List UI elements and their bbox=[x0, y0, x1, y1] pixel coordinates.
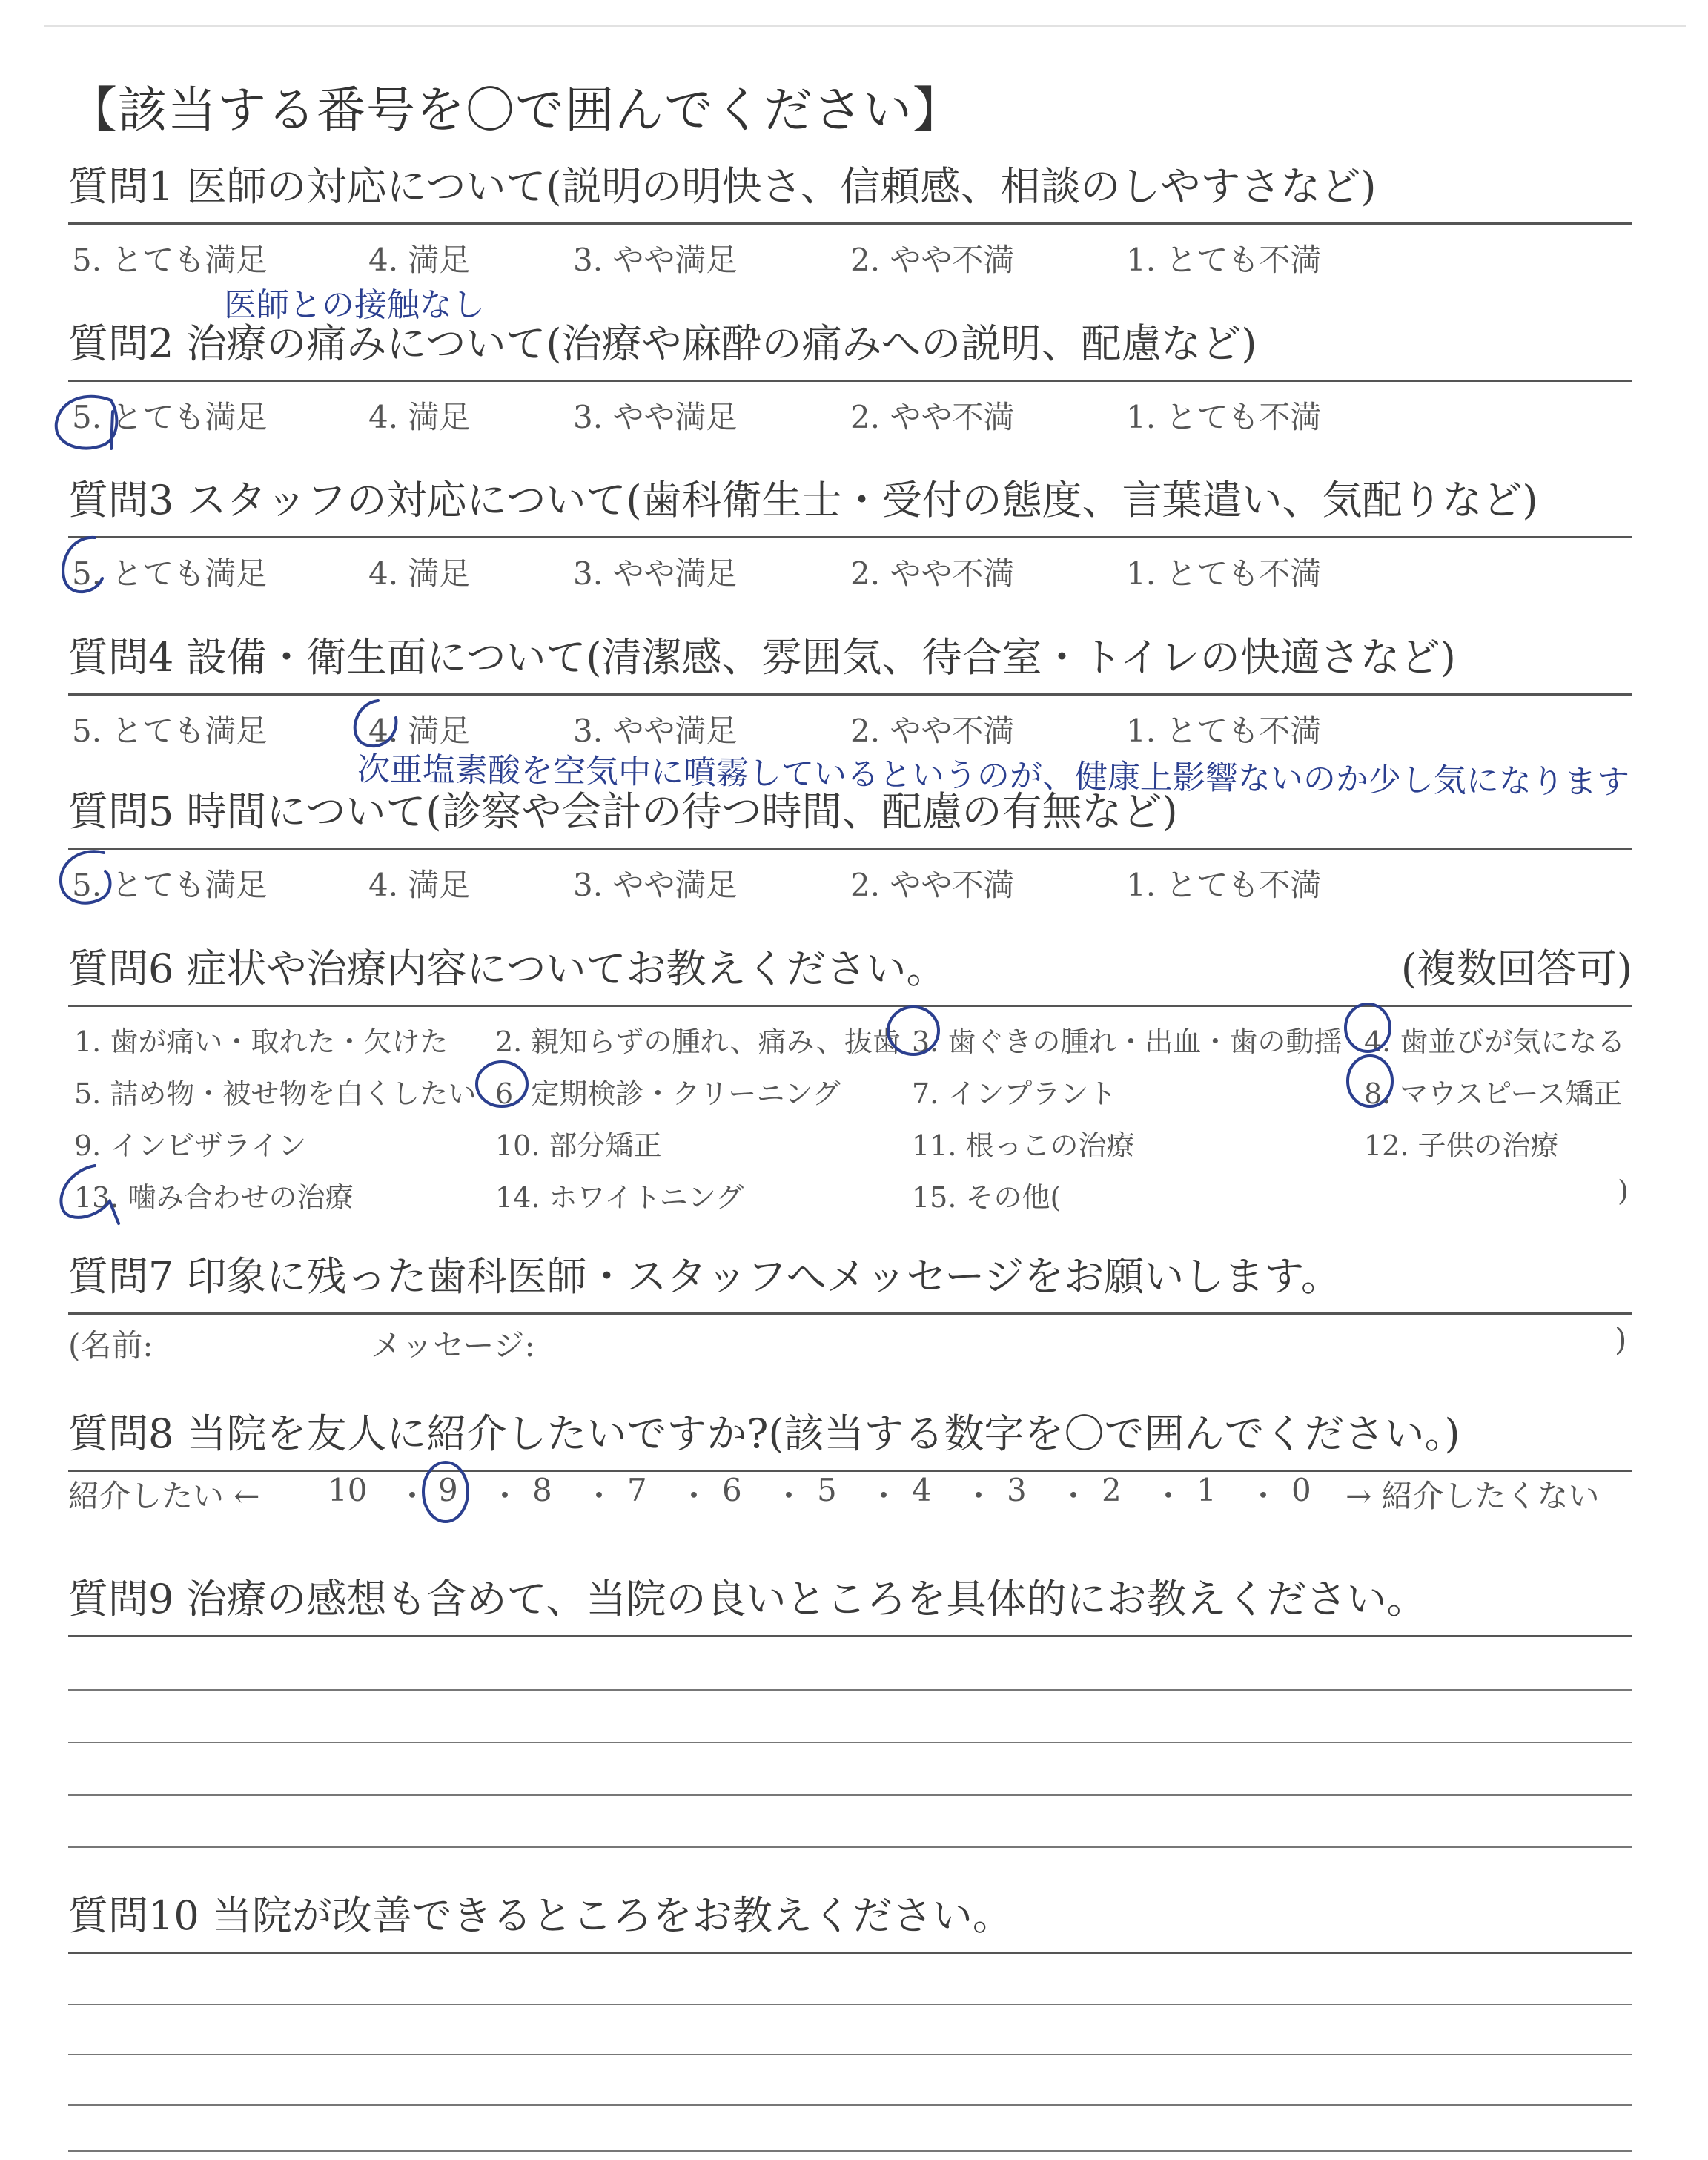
q6-option-13[interactable]: 13. 噛み合わせの治療 bbox=[74, 1181, 354, 1214]
q6-option-4[interactable]: 4. 歯並びが気になる bbox=[1364, 1025, 1626, 1058]
q6-option-11[interactable]: 11. 根っこの治療 bbox=[912, 1129, 1135, 1162]
q6-option-6[interactable]: 6. 定期検診・クリーニング bbox=[495, 1077, 841, 1110]
q3-option-2[interactable]: 2. やや不満 bbox=[850, 555, 1015, 592]
q6-circle-4 bbox=[1345, 1004, 1390, 1051]
q8-scale-6[interactable]: 6 bbox=[722, 1472, 742, 1508]
q3-option-4[interactable]: 4. 満足 bbox=[368, 555, 471, 592]
question-6-multiple-note: (複数回答可) bbox=[1400, 945, 1632, 992]
q2-option-4[interactable]: 4. 満足 bbox=[368, 399, 471, 435]
q6-option-9[interactable]: 9. インビザライン bbox=[74, 1129, 307, 1162]
q6-option-15[interactable]: 15. その他( bbox=[912, 1181, 1062, 1214]
q8-scale-4[interactable]: 4 bbox=[912, 1472, 932, 1508]
q8-scale-dot: ・ bbox=[773, 1478, 805, 1514]
q2-option-2[interactable]: 2. やや不満 bbox=[850, 399, 1015, 435]
q4-option-1[interactable]: 1. とても不満 bbox=[1126, 713, 1322, 749]
q6-circle-8 bbox=[1348, 1056, 1392, 1106]
q8-scale-9[interactable]: 9 bbox=[438, 1472, 458, 1508]
q8-scale-dot: ・ bbox=[868, 1478, 900, 1514]
q6-option-12[interactable]: 12. 子供の治療 bbox=[1364, 1129, 1559, 1162]
q5-option-5[interactable]: 5. とても満足 bbox=[72, 867, 268, 903]
q3-option-3[interactable]: 3. やや満足 bbox=[573, 555, 738, 592]
q3-option-1[interactable]: 1. とても不満 bbox=[1126, 555, 1322, 592]
q6-option-5[interactable]: 5. 詰め物・被せ物を白くしたい bbox=[74, 1077, 477, 1110]
q8-scale-dot: ・ bbox=[489, 1478, 521, 1514]
q8-scale-dot: ・ bbox=[583, 1478, 615, 1514]
q1-option-2[interactable]: 2. やや不満 bbox=[850, 242, 1015, 278]
q6-option-2[interactable]: 2. 親知らずの腫れ、痛み、抜歯 bbox=[495, 1025, 901, 1058]
q6-circle-13 bbox=[61, 1166, 119, 1223]
q5-option-4[interactable]: 4. 満足 bbox=[368, 867, 471, 903]
q6-option-10[interactable]: 10. 部分矯正 bbox=[495, 1129, 662, 1162]
q4-option-2[interactable]: 2. やや不満 bbox=[850, 713, 1015, 749]
question-1-title: 質問1 医師の対応について(説明の明快さ、信頼感、相談のしやすさなど) bbox=[68, 163, 1377, 210]
question-3-title: 質問3 スタッフの対応について(歯科衛生士・受付の態度、言葉遣い、気配りなど) bbox=[68, 477, 1538, 524]
form-heading: 【該当する番号を〇で囲んでください】 bbox=[68, 82, 962, 139]
q8-scale-dot: ・ bbox=[1153, 1478, 1185, 1514]
q4-circle-mark bbox=[355, 701, 397, 746]
q8-scale-5[interactable]: 5 bbox=[817, 1472, 837, 1508]
q4-handwritten-note: 次亜塩素酸を空気中に噴霧しているというのが、健康上影響ないのか少し気になります bbox=[357, 750, 1630, 802]
q8-scale-2[interactable]: 2 bbox=[1102, 1472, 1122, 1508]
q4-option-3[interactable]: 3. やや満足 bbox=[573, 713, 738, 749]
q6-circle-3 bbox=[888, 1007, 939, 1054]
q4-option-5[interactable]: 5. とても満足 bbox=[72, 713, 268, 749]
q7-close-paren: ) bbox=[1615, 1321, 1627, 1358]
q1-option-3[interactable]: 3. やや満足 bbox=[573, 242, 738, 278]
q1-option-5[interactable]: 5. とても満足 bbox=[72, 242, 268, 278]
question-7-title: 質問7 印象に残った歯科医師・スタッフへメッセージをお願いします。 bbox=[68, 1253, 1341, 1300]
q5-option-2[interactable]: 2. やや不満 bbox=[850, 867, 1015, 903]
question-10-title: 質問10 当院が改善できるところをお教えください。 bbox=[68, 1892, 1013, 1939]
q8-scale-dot: ・ bbox=[678, 1478, 710, 1514]
q8-scale-dot: ・ bbox=[1058, 1478, 1090, 1514]
q6-option-14[interactable]: 14. ホワイトニング bbox=[495, 1181, 744, 1214]
q6-option-7[interactable]: 7. インプラント bbox=[912, 1077, 1117, 1110]
q8-scale-dot: ・ bbox=[963, 1478, 995, 1514]
q6-option-1[interactable]: 1. 歯が痛い・取れた・欠けた bbox=[74, 1025, 448, 1058]
q8-scale-7[interactable]: 7 bbox=[627, 1472, 647, 1508]
q5-option-1[interactable]: 1. とても不満 bbox=[1126, 867, 1322, 903]
question-4-title: 質問4 設備・衛生面について(清潔感、雰囲気、待合室・トイレの快適さなど) bbox=[68, 634, 1456, 681]
q8-scale-dot: ・ bbox=[397, 1478, 428, 1514]
q6-option-3[interactable]: 3. 歯ぐきの腫れ・出血・歯の動揺 bbox=[912, 1025, 1343, 1058]
q4-option-4[interactable]: 4. 満足 bbox=[368, 713, 471, 749]
q8-scale-dot: ・ bbox=[1248, 1478, 1280, 1514]
q8-scale-1[interactable]: 1 bbox=[1196, 1472, 1217, 1508]
q3-option-5[interactable]: 5. とても満足 bbox=[72, 555, 268, 592]
q8-scale-8[interactable]: 8 bbox=[532, 1472, 552, 1508]
q2-circle-mark bbox=[56, 397, 117, 449]
q7-message-label: メッセージ: bbox=[371, 1327, 535, 1364]
q5-option-3[interactable]: 3. やや満足 bbox=[573, 867, 738, 903]
q1-handwritten-note: 医師との接触なし bbox=[224, 286, 485, 324]
q6-option-8[interactable]: 8. マウスピース矯正 bbox=[1364, 1077, 1622, 1110]
q8-scale-10[interactable]: 10 bbox=[328, 1472, 368, 1508]
q5-circle-mark bbox=[61, 851, 110, 902]
q2-option-1[interactable]: 1. とても不満 bbox=[1126, 399, 1322, 435]
q8-circle-9 bbox=[423, 1462, 468, 1522]
question-9-title: 質問9 治療の感想も含めて、当院の良いところを具体的にお教えください。 bbox=[68, 1576, 1427, 1622]
q2-option-5[interactable]: 5. とても満足 bbox=[72, 399, 268, 435]
question-2-title: 質問2 治療の痛みについて(治療や麻酔の痛みへの説明、配慮など) bbox=[68, 320, 1257, 367]
q8-right-label: → 紹介したくない bbox=[1345, 1478, 1600, 1514]
question-5-title: 質問5 時間について(診察や会計の待つ時間、配慮の有無など) bbox=[68, 788, 1178, 835]
q1-option-1[interactable]: 1. とても不満 bbox=[1126, 242, 1322, 278]
question-8-title: 質問8 当院を友人に紹介したいですか?(該当する数字を〇で囲んでください。) bbox=[68, 1410, 1460, 1457]
q1-option-4[interactable]: 4. 満足 bbox=[368, 242, 471, 278]
q7-name-label: (名前: bbox=[68, 1327, 153, 1364]
q2-tick-mark bbox=[111, 412, 113, 449]
q6-circle-6 bbox=[477, 1062, 527, 1106]
q8-left-label: 紹介したい ← bbox=[68, 1478, 260, 1514]
q6-option-15-close: ) bbox=[1618, 1175, 1629, 1207]
q8-scale-0[interactable]: 0 bbox=[1291, 1472, 1311, 1508]
q8-scale-3[interactable]: 3 bbox=[1007, 1472, 1027, 1508]
q3-circle-mark bbox=[63, 538, 102, 592]
q2-option-3[interactable]: 3. やや満足 bbox=[573, 399, 738, 435]
question-6-title: 質問6 症状や治療内容についてお教えください。 bbox=[68, 945, 947, 992]
